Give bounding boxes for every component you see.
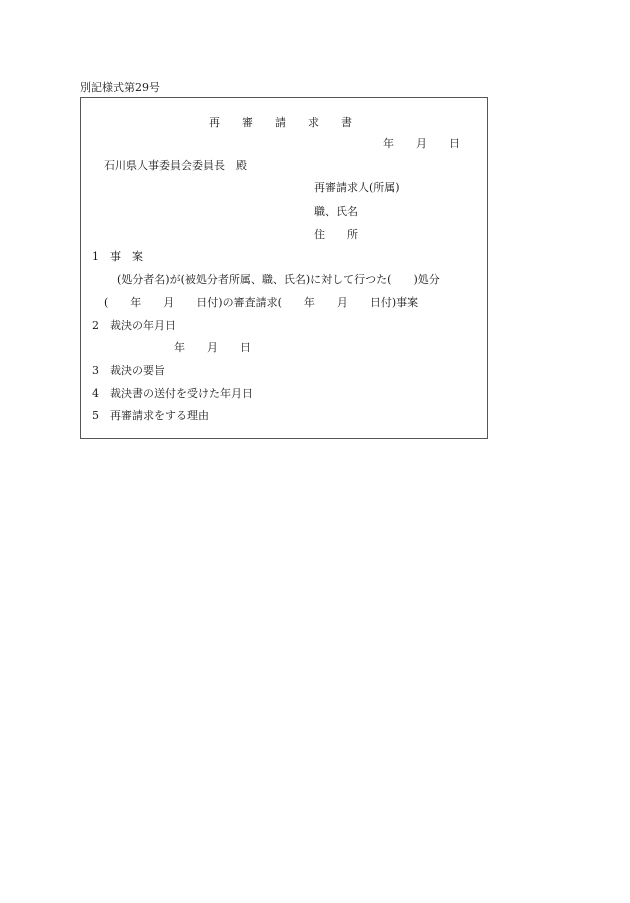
- date-line: 年 月 日: [383, 137, 460, 150]
- requester-name-label: 職、氏名: [314, 205, 358, 218]
- requester-affiliation-label: 再審請求人(所属): [314, 181, 400, 194]
- section-1-line-1: (処分者名)が(被処分者所属、職、氏名)に対して行つた( )処分: [117, 273, 440, 286]
- form-title: 再 審 請 求 書: [209, 116, 352, 129]
- section-2-date: 年 月 日: [174, 341, 251, 354]
- section-2-heading: 2 裁決の年月日: [92, 319, 176, 332]
- section-3-heading: 3 裁決の要旨: [92, 364, 165, 377]
- form-number: 別記様式第29号: [80, 81, 160, 94]
- section-1-heading: 1 事 案: [92, 250, 143, 263]
- section-1-line-2: ( 年 月 日付)の審査請求( 年 月 日付)事案: [104, 296, 419, 309]
- addressee: 石川県人事委員会委員長 殿: [104, 159, 247, 172]
- section-4-heading: 4 裁決書の送付を受けた年月日: [92, 387, 253, 400]
- section-5-heading: 5 再審請求をする理由: [92, 409, 209, 422]
- requester-address-label: 住 所: [314, 228, 358, 241]
